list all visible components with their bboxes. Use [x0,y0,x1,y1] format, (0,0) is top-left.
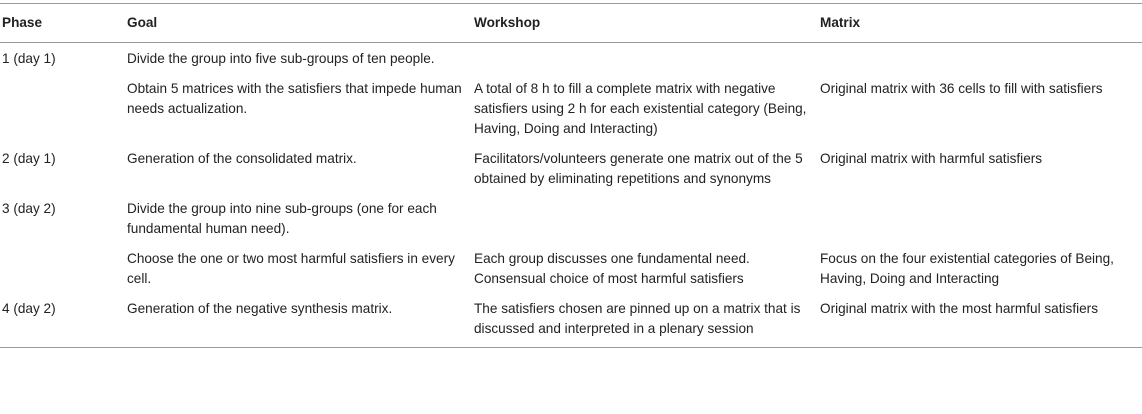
cell-goal: Generation of the consolidated matrix. [127,151,357,166]
table-body [0,43,1142,348]
table-header [0,4,1142,43]
cell-goal: Obtain 5 matrices with the satisfiers that impede human needs actualization. [127,81,462,116]
cell-workshop: Facilitators/volunteers generate one matrix out of the 5 obtained by eliminating repetitions and synonyms [474,151,803,186]
header-matrix: Matrix [820,15,861,30]
cell-matrix: Original matrix with the most harmful satisfiers [820,301,1098,316]
phases-table [0,3,1142,348]
table-row [0,244,1142,294]
header-row [0,4,1142,43]
cell-matrix [820,43,1142,75]
header-goal: Goal [127,15,158,30]
cell-matrix: Focus on the four existential categories of Being, Having, Doing and Interacting [820,251,1114,286]
table-row [0,43,1142,75]
cell-goal: Choose the one or two most harmful satisfiers in every cell. [127,251,455,286]
cell-phase [0,244,127,294]
cell-workshop: Each group discusses one fundamental need. Consensual choice of most harmful satisfiers [474,251,750,286]
table-row [0,144,1142,194]
cell-workshop [474,194,820,244]
cell-matrix: Original matrix with 36 cells to fill with satisfiers [820,81,1103,96]
cell-matrix: Original matrix with harmful satisfiers [820,151,1043,166]
cell-workshop: The satisfiers chosen are pinned up on a matrix that is discussed and interpreted in a plenary session [474,301,801,336]
cell-workshop [474,43,820,75]
header-workshop: Workshop [474,15,541,30]
cell-workshop: A total of 8 h to fill a complete matrix with negative satisfiers using 2 h for each existential category (Being, Having, Doing and Interacting) [474,81,807,136]
cell-phase: 1 (day 1) [2,51,56,66]
cell-matrix [820,194,1142,244]
cell-phase: 4 (day 2) [2,301,56,316]
table-row [0,194,1142,244]
cell-phase [0,74,127,144]
cell-goal: Generation of the negative synthesis matrix. [127,301,393,316]
table-row [0,74,1142,144]
table-row [0,294,1142,348]
header-phase: Phase [2,15,43,30]
cell-phase: 3 (day 2) [2,201,56,216]
cell-phase: 2 (day 1) [2,151,56,166]
cell-goal: Divide the group into nine sub-groups (one for each fundamental human need). [127,201,437,236]
cell-goal: Divide the group into five sub-groups of ten people. [127,51,435,66]
